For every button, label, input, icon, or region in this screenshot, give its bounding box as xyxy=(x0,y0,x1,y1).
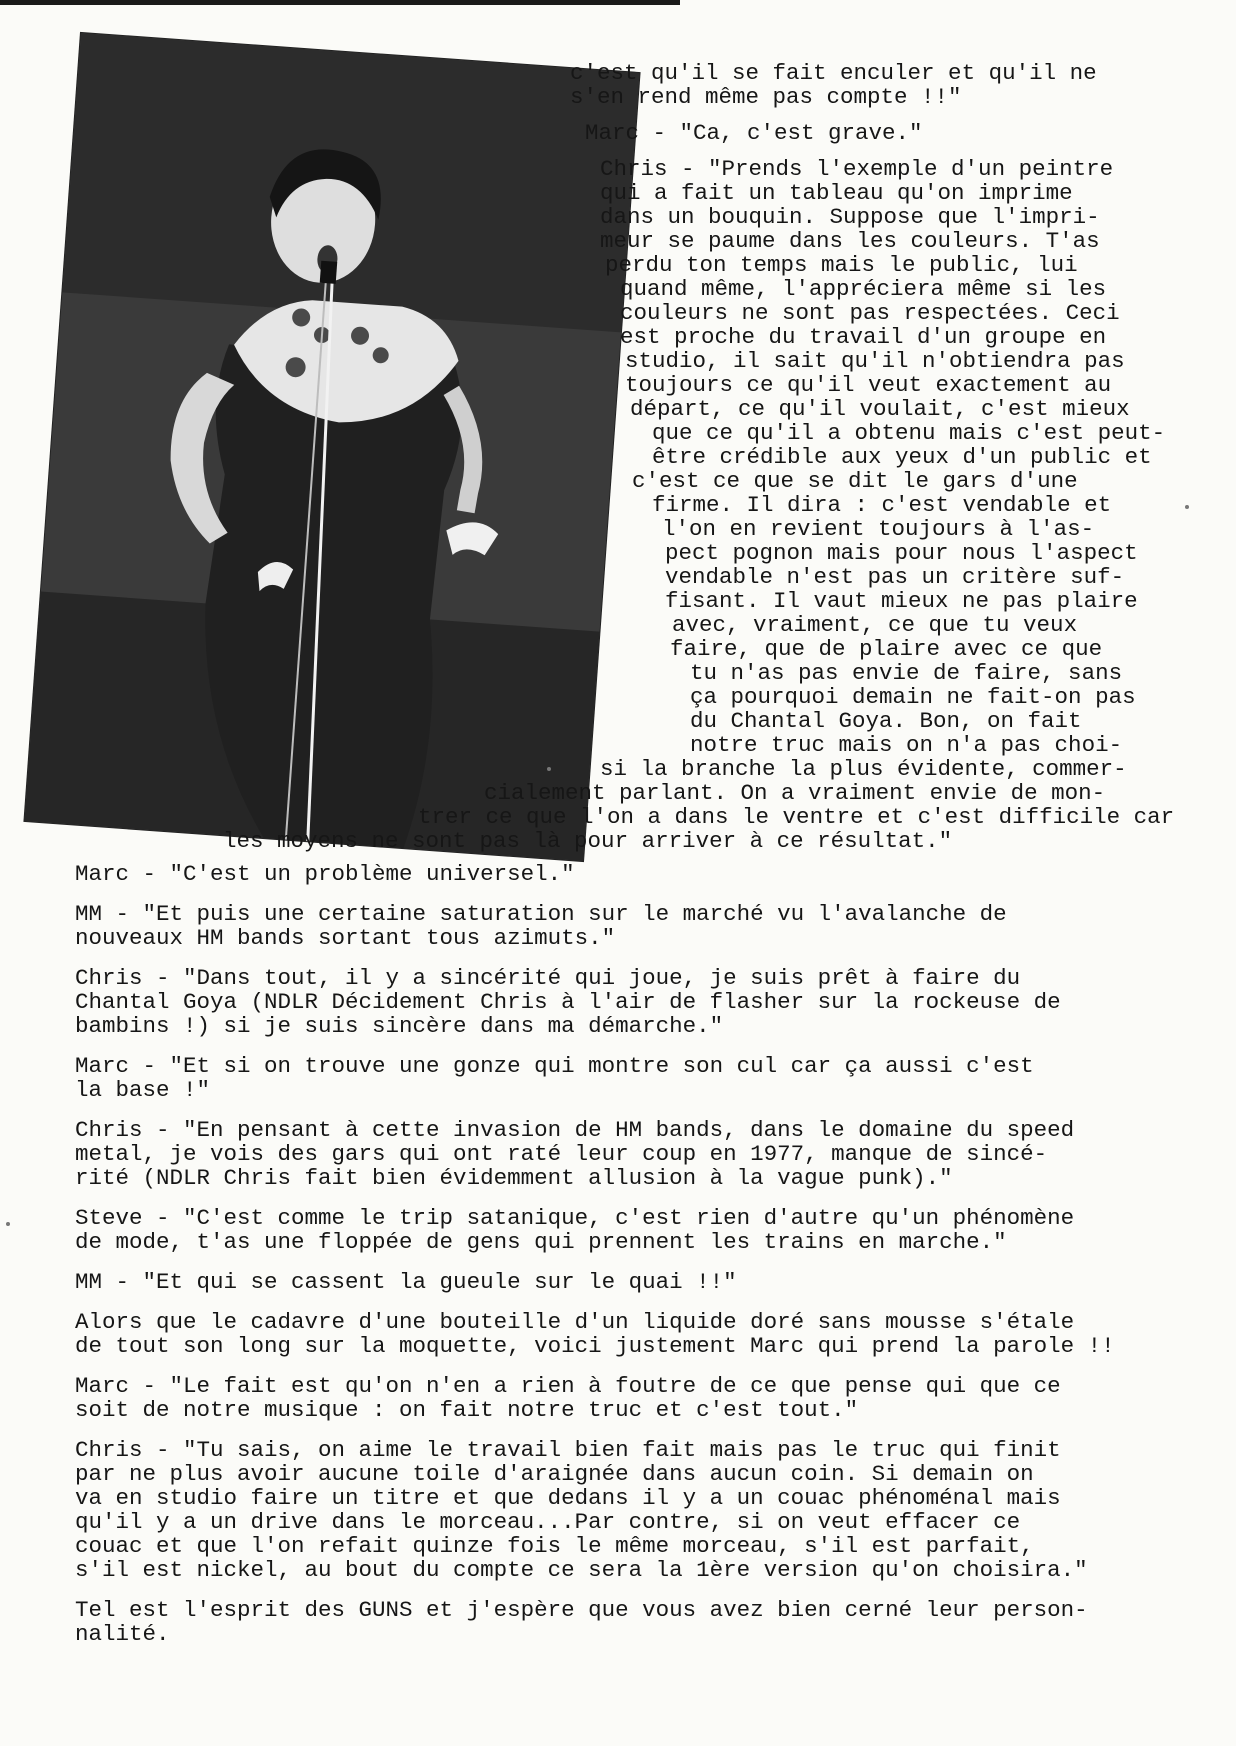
singer-photo-illustration xyxy=(24,33,639,861)
text-line: Marc - "Le fait est qu'on n'en a rien à foutre de ce que pense qui que ce xyxy=(75,1373,1061,1399)
text-line: par ne plus avoir aucune toile d'araignée dans aucun coin. Si demain on xyxy=(75,1461,1034,1487)
text-line: c'est qu'il se fait enculer et qu'il ne xyxy=(570,60,1097,86)
text-line: est proche du travail d'un groupe en xyxy=(620,324,1107,350)
print-speck xyxy=(547,767,551,771)
text-line: va en studio faire un titre et que dedans il y a un couac phénoménal mais xyxy=(75,1485,1061,1511)
text-line: Steve - "C'est comme le trip satanique, c'est rien d'autre qu'un phénomène xyxy=(75,1205,1075,1231)
text-line: si la branche la plus évidente, commer- xyxy=(600,756,1127,782)
text-line: départ, ce qu'il voulait, c'est mieux xyxy=(630,396,1130,422)
text-line: pect pognon mais pour nous l'aspect xyxy=(665,540,1138,566)
text-line: bambins !) si je suis sincère dans ma démarche." xyxy=(75,1013,724,1039)
text-line: couleurs ne sont pas respectées. Ceci xyxy=(620,300,1120,326)
text-line: MM - "Et qui se cassent la gueule sur le quai !!" xyxy=(75,1269,737,1295)
text-line: quand même, l'appréciera même si les xyxy=(620,276,1107,302)
text-line: l'on en revient toujours à l'as- xyxy=(662,516,1095,542)
text-line: nalité. xyxy=(75,1621,170,1647)
text-line: s'il est nickel, au bout du compte ce sera la 1ère version qu'on choisira." xyxy=(75,1557,1088,1583)
text-line: fisant. Il vaut mieux ne pas plaire xyxy=(665,588,1138,614)
text-line: Chris - "Dans tout, il y a sincérité qui joue, je suis prêt à faire du xyxy=(75,965,1021,991)
text-line: faire, que de plaire avec ce que xyxy=(670,636,1103,662)
text-line: c'est ce que se dit le gars d'une xyxy=(632,468,1078,494)
text-line: meur se paume dans les couleurs. T'as xyxy=(600,228,1100,254)
text-line: studio, il sait qu'il n'obtiendra pas xyxy=(625,348,1125,374)
text-line: Tel est l'esprit des GUNS et j'espère que vous avez bien cerné leur person- xyxy=(75,1597,1088,1623)
text-line: être crédible aux yeux d'un public et xyxy=(652,444,1152,470)
text-line: metal, je vois des gars qui ont raté leur coup en 1977, manque de sincé- xyxy=(75,1141,1048,1167)
singer-photo xyxy=(24,33,639,861)
text-line: que ce qu'il a obtenu mais c'est peut- xyxy=(652,420,1166,446)
text-line: du Chantal Goya. Bon, on fait xyxy=(690,708,1082,734)
text-line: Alors que le cadavre d'une bouteille d'un liquide doré sans mousse s'étale xyxy=(75,1309,1075,1335)
text-line: qui a fait un tableau qu'on imprime xyxy=(600,180,1073,206)
text-line: la base !" xyxy=(75,1077,211,1103)
text-line: Marc - "Et si on trouve une gonze qui montre son cul car ça aussi c'est xyxy=(75,1053,1034,1079)
text-line: trer ce que l'on a dans le ventre et c'est difficile car xyxy=(418,804,1175,830)
text-line: s'en rend même pas compte !!" xyxy=(570,84,962,110)
top-rule xyxy=(0,0,680,5)
text-line: MM - "Et puis une certaine saturation sur le marché vu l'avalanche de xyxy=(75,901,1007,927)
print-speck xyxy=(1185,505,1189,509)
text-line: les moyens ne sont pas là pour arriver à ce résultat." xyxy=(223,828,953,854)
text-line: rité (NDLR Chris fait bien évidemment allusion à la vague punk)." xyxy=(75,1165,953,1191)
text-line: toujours ce qu'il veut exactement au xyxy=(625,372,1112,398)
text-line: qu'il y a un drive dans le morceau...Par contre, si on veut effacer ce xyxy=(75,1509,1021,1535)
text-line: cialement parlant. On a vraiment envie de mon- xyxy=(484,780,1106,806)
text-line: Chris - "Tu sais, on aime le travail bien fait mais pas le truc qui finit xyxy=(75,1437,1061,1463)
text-line: tu n'as pas envie de faire, sans xyxy=(690,660,1123,686)
text-line: notre truc mais on n'a pas choi- xyxy=(690,732,1123,758)
text-line: dans un bouquin. Suppose que l'impri- xyxy=(600,204,1100,230)
text-line: de mode, t'as une floppée de gens qui prennent les trains en marche." xyxy=(75,1229,1007,1255)
print-speck xyxy=(6,1222,10,1226)
text-line: vendable n'est pas un critère suf- xyxy=(665,564,1125,590)
text-line: Chantal Goya (NDLR Décidement Chris à l'air de flasher sur la rockeuse de xyxy=(75,989,1061,1015)
text-line: couac et que l'on refait quinze fois le même morceau, s'il est parfait, xyxy=(75,1533,1034,1559)
text-line: firme. Il dira : c'est vendable et xyxy=(652,492,1112,518)
text-line: Chris - "Prends l'exemple d'un peintre xyxy=(600,156,1114,182)
text-line: nouveaux HM bands sortant tous azimuts." xyxy=(75,925,616,951)
text-line: perdu ton temps mais le public, lui xyxy=(605,252,1078,278)
text-line: ça pourquoi demain ne fait-on pas xyxy=(690,684,1136,710)
text-line: avec, vraiment, ce que tu veux xyxy=(672,612,1078,638)
text-line: Marc - "Ca, c'est grave." xyxy=(585,120,923,146)
text-line: de tout son long sur la moquette, voici justement Marc qui prend la parole !! xyxy=(75,1333,1115,1359)
text-line: Marc - "C'est un problème universel." xyxy=(75,861,575,887)
text-line: soit de notre musique : on fait notre truc et c'est tout." xyxy=(75,1397,859,1423)
text-line: Chris - "En pensant à cette invasion de HM bands, dans le domaine du speed xyxy=(75,1117,1075,1143)
